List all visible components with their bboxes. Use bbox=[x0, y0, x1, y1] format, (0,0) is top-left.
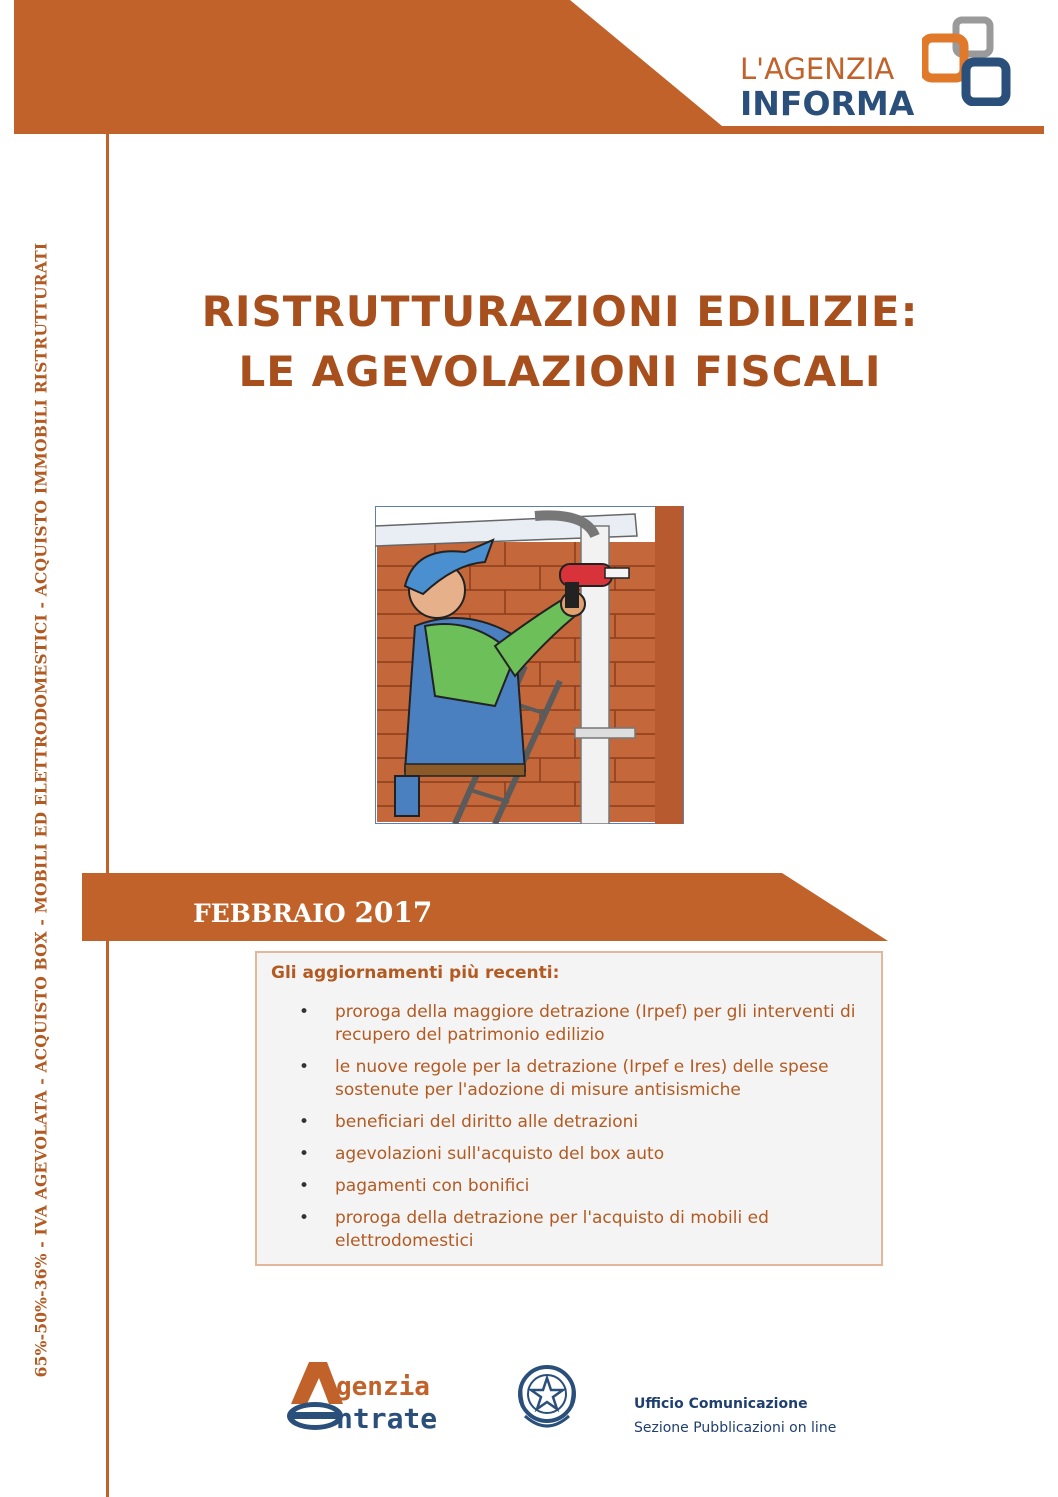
list-item bbox=[257, 1175, 881, 1198]
bullet-icon: • bbox=[299, 1176, 310, 1196]
date-year: 2017 bbox=[354, 896, 433, 929]
date-month: FEBBRAIO bbox=[193, 899, 346, 928]
bullet-icon: • bbox=[299, 1112, 310, 1132]
updates-title: Gli aggiornamenti più recenti: bbox=[271, 963, 560, 983]
side-topics-text: 65%-50%-36% - IVA AGEVOLATA - ACQUISTO BOX - MOBILI ED ELETTRODOMESTICI - ACQUISTO IMMOBILI RISTRUTTURATI bbox=[31, 242, 51, 1378]
list-item-text: beneficiari del diritto alle detrazioni bbox=[335, 1112, 639, 1132]
logo-text-ntrate: ntrate bbox=[336, 1402, 438, 1435]
updates-box bbox=[255, 951, 883, 1266]
office-name: Ufficio Comunicazione bbox=[634, 1396, 808, 1412]
worker-drilling-wall-illustration bbox=[375, 506, 684, 824]
list-item-text: pagamenti con bonifici bbox=[335, 1176, 530, 1196]
left-vertical-rule bbox=[106, 132, 109, 1497]
publication-date bbox=[193, 896, 432, 929]
list-item bbox=[257, 1056, 881, 1102]
document-title bbox=[110, 282, 1010, 402]
list-item-text: proroga della detrazione per l'acquisto di mobili ed elettrodomestici bbox=[335, 1208, 769, 1251]
bullet-icon: • bbox=[299, 1002, 310, 1022]
brand-name-line1: L'AGENZIA bbox=[740, 52, 895, 86]
side-text-container bbox=[8, 210, 74, 1410]
list-item-text: proroga della maggiore detrazione (Irpef) per gli interventi di recupero del patrimonio edilizio bbox=[335, 1002, 856, 1045]
italian-republic-emblem-icon bbox=[515, 1360, 579, 1434]
title-line-1: RISTRUTTURAZIONI EDILIZIE: bbox=[201, 287, 919, 336]
logo-text-genzia: genzia bbox=[336, 1372, 430, 1402]
title-line-2: LE AGEVOLAZIONI FISCALI bbox=[238, 347, 882, 396]
office-section: Sezione Pubblicazioni on line bbox=[634, 1420, 837, 1436]
list-item bbox=[257, 1207, 881, 1253]
list-item bbox=[257, 1111, 881, 1134]
list-item-text: agevolazioni sull'acquisto del box auto bbox=[335, 1144, 665, 1164]
bullet-icon: • bbox=[299, 1208, 310, 1228]
updates-list bbox=[257, 1001, 881, 1262]
brand-name-line2: INFORMA bbox=[740, 84, 915, 123]
list-item bbox=[257, 1143, 881, 1166]
bullet-icon: • bbox=[299, 1144, 310, 1164]
linked-squares-icon bbox=[922, 14, 1014, 106]
bullet-icon: • bbox=[299, 1057, 310, 1077]
list-item bbox=[257, 1001, 881, 1047]
list-item-text: le nuove regole per la detrazione (Irpef e Ires) delle spese sostenute per l'adozione di misure antisismiche bbox=[335, 1057, 829, 1100]
